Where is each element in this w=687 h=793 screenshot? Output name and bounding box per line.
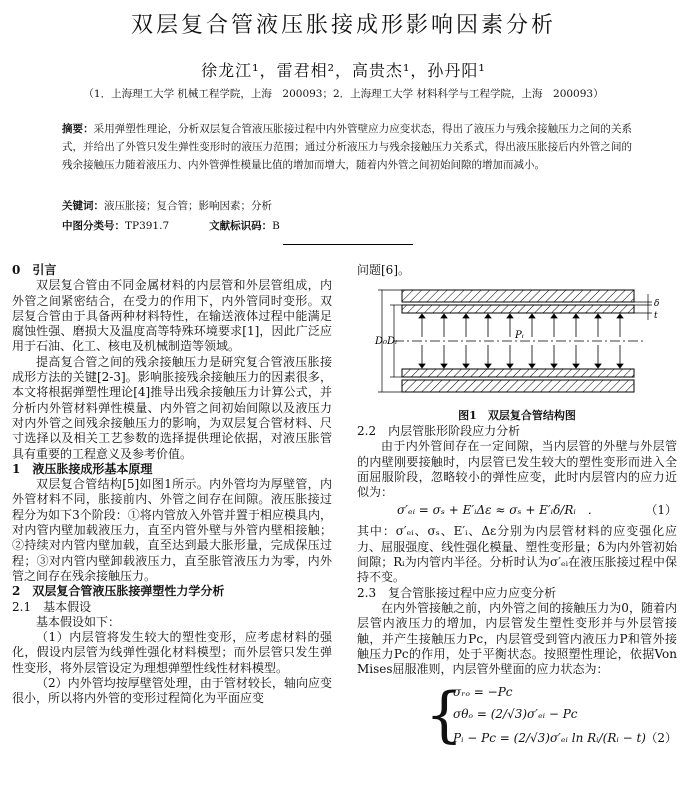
class-value: TP391.7 xyxy=(125,220,170,232)
label-D0: D₀ xyxy=(375,336,388,347)
authors: 徐龙江¹，雷君相²，高贵杰¹，孙丹阳¹ xyxy=(201,61,486,80)
doc-label: 文献标识码： xyxy=(209,220,273,232)
paragraph: 基本假设如下： xyxy=(36,614,121,629)
keywords xyxy=(62,198,272,213)
section-2-1-heading: 2.1 基本假设 xyxy=(12,599,92,614)
equation-2-brace: { xyxy=(425,680,464,751)
section-2-heading: 2 双层复合管液压胀接弹塑性力学分析 xyxy=(12,584,225,599)
label-Pi: Pᵢ xyxy=(515,330,524,341)
figure-1-caption: 图1 双层复合管结构图 xyxy=(458,409,576,422)
divider xyxy=(283,244,413,245)
paper-title: 双层复合管液压胀接成形影响因素分析 xyxy=(130,13,556,38)
right-column-top xyxy=(357,263,677,278)
paragraph: 由于内外管间存在一定间隙，当内层管的外壁与外层管的内壁刚要接触时，内层管已发生较大的塑性变形而进入全面屈服阶段，忽略较小的弹性应变，此时内层管内的应力近似为： xyxy=(357,439,677,500)
label-Di: Dᵢ xyxy=(387,336,398,347)
figure-1-diagram xyxy=(372,280,672,402)
abstract xyxy=(62,120,632,174)
equation-1-number: （1） xyxy=(645,503,677,518)
doc-value: B xyxy=(272,220,280,232)
section-0-heading: 0 引言 xyxy=(12,263,57,277)
equation-2 xyxy=(357,681,677,761)
outer-tube-bottom xyxy=(402,380,634,392)
keywords-text: 液压胀接；复合管；影响因素；分析 xyxy=(104,200,272,212)
paragraph: 提高复合管之间的残余接触压力是研究复合管液压胀接成形方法的关键[2-3]。影响胀接残余接触压力的因素很多，本文将根据弹塑性理论[4]推导出残余接触压力计算公式，并分析内外管材料弹性模量、内外管之间初始间隙以及液压力对内外管之间残余接触压力的影响，为双层复合管材料、尺寸选择以及相关工艺参数的选择提供理论依据，对液压胀管具有重要的工程意义及参考价值。 xyxy=(12,354,332,461)
abstract-label: 摘要： xyxy=(62,123,94,135)
abstract-text: 采用弹塑性理论，分析双层复合管液压胀接过程中内外管壁应力应变状态，得出了液压力与残余接触压力之间的关系式，并给出了外管只发生弹性变形时的液压力范围；通过分析液压力与残余接触压力关系式，得出液压胀接后内外管之间的残余接触压力随着液压力、内外管弹性模量比值的增加而增大，随着内外管之间初始间隙的增加而减小。 xyxy=(62,123,632,171)
paragraph: （2）内外管均按厚壁管处理，由于管材较长，轴向应变很小，所以将内外管的变形过程简化为平面应变 xyxy=(12,676,332,706)
outer-tube-top xyxy=(402,290,634,302)
paragraph: 双层复合管由不同金属材料的内层管和外层管组成，内外管之间紧密结合，在受力的作用下，内外管同时变形。双层复合管由于具备两种材料特性，在输送液体过程中能满足腐蚀性强、磨损大及温度高等特殊环境要求[1]，因此广泛应用于石油、化工、核电及机械制造等领域。 xyxy=(12,278,332,354)
equation-2b: σθₒ = (2/√3)σ′ₑᵢ − Pc xyxy=(453,707,578,722)
affiliation: （1．上海理工大学 机械工程学院，上海 200093；2．上海理工大学 材料科学与工程学院，上海 200093） xyxy=(83,88,604,100)
inner-tube-top xyxy=(402,305,634,313)
equation-2c: Pᵢ − Pc = (2/√3)σ′ₑᵢ ln Rᵢ/(Rᵢ − t) xyxy=(453,731,646,746)
paragraph: 问题[6]。 xyxy=(357,263,410,277)
classification xyxy=(62,218,280,233)
inner-tube-bottom xyxy=(402,369,634,377)
paragraph: 其中：σ′ₑᵢ、σₛ、E′ᵢ、Δε分别为内层管材料的应变强化应力、屈服强度、线性强化模量、塑性变形量；δ为内外管初始间隙；Rᵢ为内管内半径。分析时认为σ′ₑᵢ在液压胀接过程中保持不变。 xyxy=(357,524,677,585)
paragraph: （1）内层管将发生较大的塑性变形，应考虑材料的强化，假设内层管为线弹性强化材料模型；而外层管只发生弹性变形，将外层管设定为理想弹塑性线性材料模型。 xyxy=(12,630,332,675)
label-t: t xyxy=(654,311,658,321)
equation-2-number: （2） xyxy=(645,731,677,746)
paragraph: 双层复合管结构[5]如图1所示。内外管均为厚壁管，内外管材料不同，胀接前内、外管之间存在间隙。液压胀接过程分为如下3个阶段：①将内管放入外管并置于相应模具内，对内管内壁加载液压力，直至内管外壁与外管内壁相接触；②持续对内管内壁加载，直至达到最大胀形量，完成保压过程；③对内管内壁卸载液压力，直至胀管液压力为零，内外管之间存在残余接触压力。 xyxy=(12,477,332,583)
section-2-3-heading: 2.3 复合管胀接过程中应力应变分析 xyxy=(357,585,557,600)
section-2-2-heading: 2.2 内层管胀形阶段应力分析 xyxy=(357,424,521,438)
paragraph: 在内外管接触之前，内外管之间的接触压力为0，随着内层管内液压力的增加，内层管发生塑性变形并与外层管接触，并产生接触压力Pc，内层管受到管内液压力P和管外接触压力Pc的作用，处于平衡状态。按照塑性理论，依据Von Mises屈服准则，内层管外壁面的应力状态为： xyxy=(357,600,677,677)
section-1-heading: 1 液压胀接成形基本原理 xyxy=(12,461,153,476)
label-delta: δ xyxy=(654,299,660,309)
equation-2a: σᵣₒ = −Pc xyxy=(453,685,513,700)
equation-1 xyxy=(357,503,677,521)
right-column xyxy=(357,424,677,761)
equation-1-body: σ′ₑᵢ = σₛ + E′ᵢΔε ≈ σₛ + E′ᵢδ/Rᵢ ． xyxy=(397,503,600,518)
class-label: 中图分类号： xyxy=(62,220,125,232)
left-column xyxy=(12,263,332,707)
pressure-arrows-down xyxy=(419,345,623,368)
keywords-label: 关键词： xyxy=(62,200,104,212)
